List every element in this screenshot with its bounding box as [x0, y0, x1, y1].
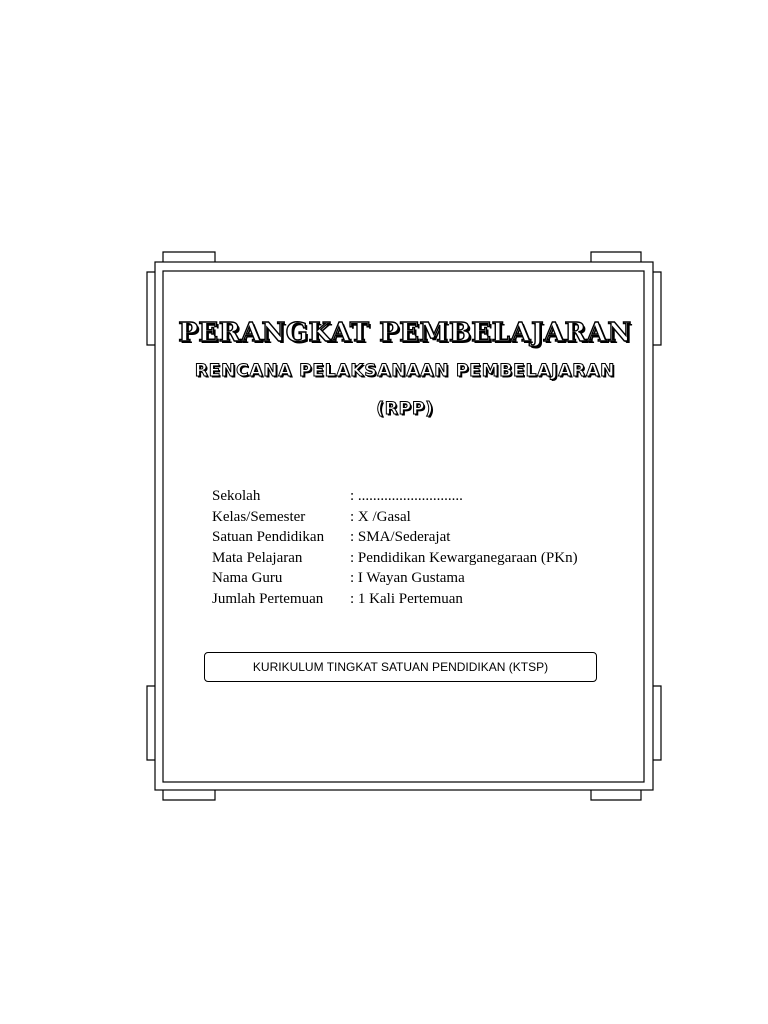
info-label: Kelas/Semester: [212, 508, 306, 525]
info-row-teacher: [212, 568, 578, 589]
info-label: Satuan Pendidikan: [212, 529, 325, 545]
info-value: : SMA/Sederajat: [350, 529, 451, 545]
info-label: Jumlah Pertemuan: [212, 590, 324, 607]
info-value: : Pendidikan Kewarganegaraan (PKn): [350, 549, 578, 566]
page-subtitle: RENCANA PELAKSANAAN PEMBELAJARAN: [194, 361, 616, 381]
info-label: Mata Pelajaran: [212, 549, 303, 566]
page-title: PERANGKAT PEMBELAJARAN: [178, 318, 632, 348]
info-value: : I Wayan Gustama: [350, 570, 465, 586]
info-row-subject: [212, 548, 578, 569]
info-label: Nama Guru: [212, 570, 283, 586]
curriculum-label: KURIKULUM TINGKAT SATUAN PENDIDIKAN (KTSP): [252, 660, 549, 674]
curriculum-badge: [204, 652, 597, 682]
document-acronym: (RPP): [376, 399, 434, 419]
info-value: : X /Gasal: [350, 508, 411, 525]
info-row-school: [212, 486, 578, 507]
info-label: Sekolah: [212, 488, 261, 504]
info-row-education-unit: [212, 527, 578, 548]
info-value: : ............................: [350, 488, 463, 504]
identity-table: [212, 486, 578, 609]
info-value: : 1 Kali Pertemuan: [350, 590, 463, 607]
info-row-meetings: [212, 589, 578, 610]
info-row-class-semester: [212, 507, 578, 528]
